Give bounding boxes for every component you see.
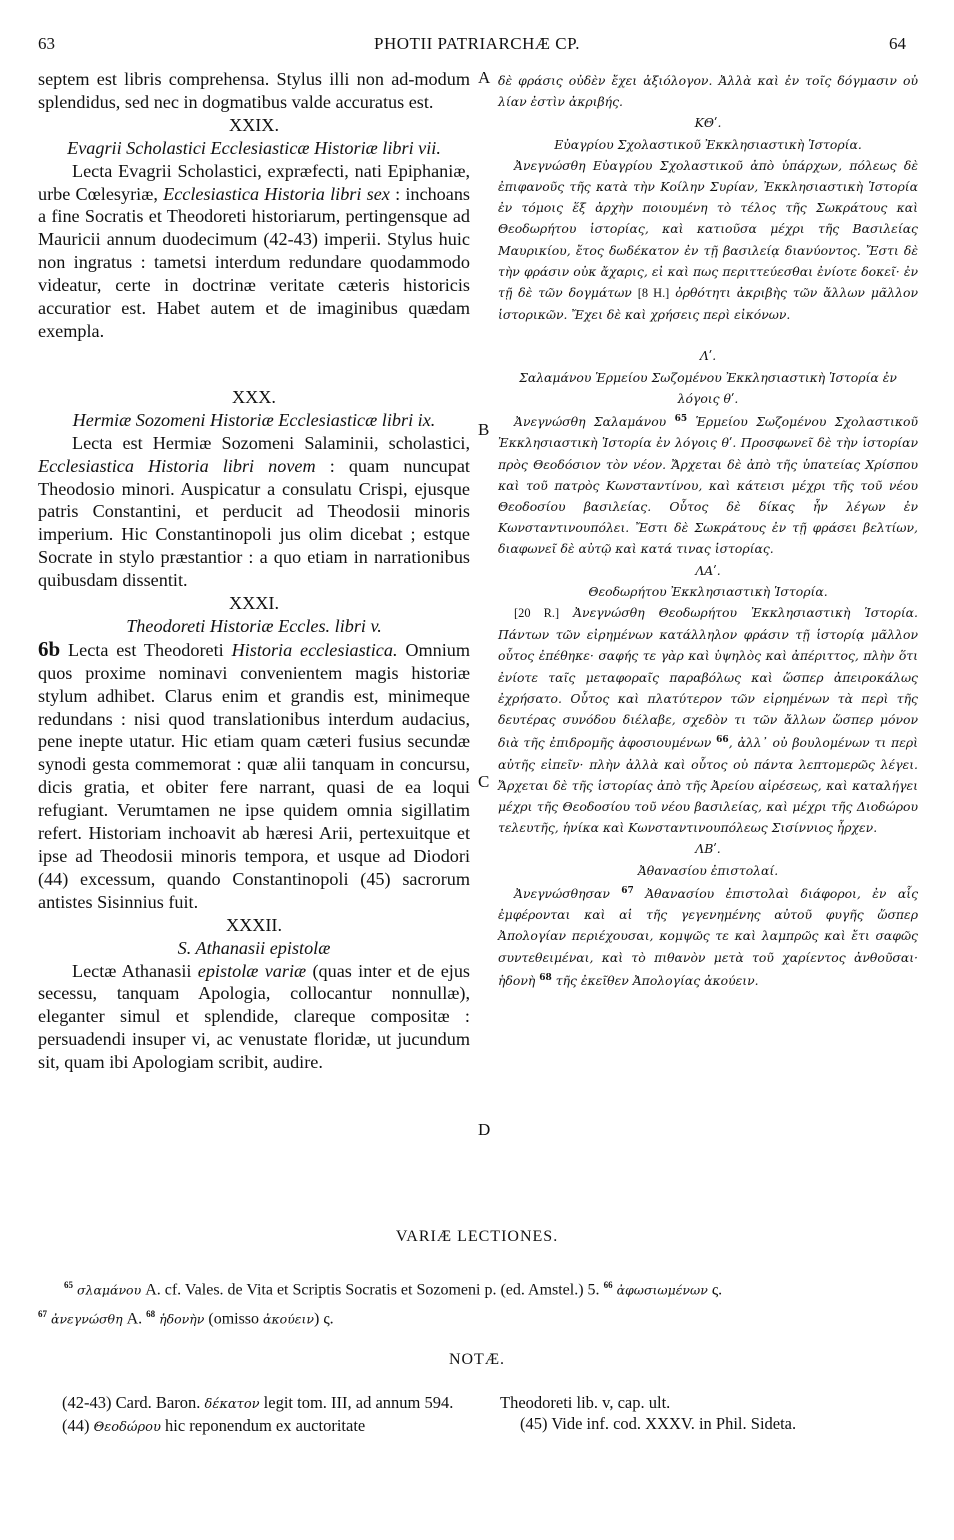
variant-text: A. bbox=[122, 1310, 147, 1328]
latin-intro: septem est libris comprehensa. Stylus illi non ad-modum splendidus, sed nec in dogmatibus valde accuratus est. bbox=[38, 69, 470, 112]
latin-s29-num: XXIX. bbox=[228, 114, 279, 135]
greek-s29-title: Εὐαγρίου Σχολαστικοῦ Ἐκκλησιαστικὴ Ἱστορία. bbox=[554, 136, 862, 152]
greek-s30-text-b: Ἑρμείου Σωζομένου Σχολαστικοῦ Ἐκκλησιαστικὴ Ἱστορία ἐν λόγοις θʹ. Προσφωνεῖ δὲ τὴν ἱστορίαν πρὸς Θεοδόσιον τὸν νέον. Ἄρχεται δὲ ἀπὸ τῆς ὑπατείας Χρίσπου καὶ τοῦ πατρὸς Κωνσταντίνου, καὶ κάτεισι μέχρι τῆς τοῦ νέου Θεοδοσίου βασιλείας. Οὗτος δὲ δίκας ἦν λέγων ἐν Κωνσταντινουπόλει. Ἔστι δὲ Σωκράτους ἐν τῇ φράσει βελτίων, διαφωνεῖ δὲ αὐτῷ καὶ κατά τινας ἱστορίας. bbox=[498, 414, 918, 557]
variant-greek: ἀκούειν bbox=[263, 1311, 315, 1327]
note-greek: Θεοδώρου bbox=[93, 1420, 161, 1435]
latin-s32-title: S. Athanasii epistolæ bbox=[177, 937, 331, 958]
page-number-left: 63 bbox=[38, 34, 55, 53]
footnote-ref-65: 65 bbox=[674, 414, 688, 425]
variant-greek: ἀνεγνώσθη bbox=[51, 1311, 123, 1327]
latin-s31-title: Theodoreti Historiæ Eccles. libri v. bbox=[126, 615, 382, 636]
notae-title: NOTÆ. bbox=[448, 1351, 506, 1368]
margin-letter-a: A bbox=[478, 68, 491, 87]
note-44 bbox=[38, 1415, 468, 1438]
spacer bbox=[498, 325, 918, 345]
variant-ref: 65 bbox=[64, 1280, 73, 1290]
latin-s31-num: XXXI. bbox=[228, 593, 279, 614]
greek-s31-ref: [20 R.] bbox=[514, 606, 560, 620]
greek-s29-text-a: Ἀνεγνώσθη Εὐαγρίου Σχολαστικοῦ ἀπὸ ὑπάρχων, πόλεως δὲ ἐπιφανοῦς τῆς κατὰ τὴν Κοίλην Συρίαν, Ἐκκλησιαστικὴ Ἱστορία ἐν τόμοις ἕξ ἀρχὴν ποιουμένη τὸ τέλος τῆς Σωκράτους καὶ Θεοδωρήτου ἱστορίας, καὶ κατιοῦσα μέχρι τῆς Βασιλείας Μαυρικίου, ἔτος δωδέκατον ἐν τῇ βασιλείᾳ διανύοντος. Ἔστι δὲ τὴν φράσιν οὐκ ἄχαρις, εἰ καὶ πως περιττεύεσθαι ἐνίοτε δοκεῖ· ἐν τῇ δὲ τῶν δογμάτων bbox=[498, 157, 918, 301]
latin-s31-text-b: Omnium quos proxime nominavi convenientem magis historiæ stylum adhibet. Clarus enim et grandis est, minimeque redundans : nisi quod translationibus interdum audacius, pene inepte utatur. Hic etiam quam cæteri fusius secundæ synodi gesta commemorat : quæ alii tanquam in concursu, dicis gratia, et obiter fere narrant, quasi de ea loqui refugiant. Verumtamen ne ipse quidem omnia sigillatim refert. Historiam inchoavit ab hæresi Arii, pertexuitque et ipse ad Theodosii minoris tempora, et usque ad Diodori (44) excessum, quando Constantinopoli (45) sacrorum antistes Sisinnius fuit. bbox=[38, 639, 470, 912]
footnote-ref-68: 68 bbox=[539, 972, 552, 983]
latin-s32-body bbox=[38, 960, 470, 1075]
latin-column bbox=[38, 68, 470, 1074]
variae-title: VARIÆ LECTIONES. bbox=[395, 1228, 559, 1245]
margin-letter-c: C bbox=[478, 772, 490, 791]
greek-s32-text-b: Ἀθανασίου ἐπιστολαὶ διάφοροι, ἐν αἷς ἐμφέρονται καὶ αἱ τῆς γεγενημένης αὐτοῦ φυγῆς ὥσπερ Ἀπολογίαν περιέχουσαι, κομψῶς τε καὶ λαμπρῶς καὶ ἔτι σαφῶς συντεθειμέναι, καὶ τὸ πιθανὸν μετὰ τοῦ χαρίεντος ἀνθοῦσαι· ἡδονὴ bbox=[498, 885, 919, 988]
greek-s32-num: ΛΒʹ. bbox=[695, 841, 721, 857]
latin-s32-text-a: Lectæ Athanasii bbox=[72, 960, 198, 981]
note-text: (44) bbox=[62, 1416, 94, 1435]
latin-s32-num: XXXII. bbox=[225, 914, 283, 935]
latin-s31-body bbox=[38, 638, 470, 914]
variae-line-2 bbox=[38, 1302, 918, 1331]
latin-s30-num: XXX. bbox=[232, 386, 276, 407]
greek-s32-title: Ἀθανασίου ἐπιστολαί. bbox=[637, 862, 779, 878]
greek-s31-num: ΛΑʹ. bbox=[695, 562, 721, 578]
note-text: hic reponendum ex auctoritate bbox=[160, 1416, 366, 1435]
page-number-right: 64 bbox=[889, 34, 906, 53]
latin-s29-text-a: Lecta Evagrii Scholastici, expræfecti, nati Epiphaniæ, urbe Cœlesyriæ, bbox=[38, 160, 470, 204]
variant-ref: 66 bbox=[603, 1280, 613, 1290]
latin-s30-text-it: Ecclesiastica Historia libri novem bbox=[38, 455, 316, 476]
greek-s29-num: ΚΘʹ. bbox=[694, 115, 722, 131]
variant-text: ) ς. bbox=[314, 1310, 334, 1328]
page-header bbox=[0, 34, 954, 58]
greek-s30-title: Σαλαμάνου Ἑρμείου Σωζομένου Ἐκκλησιαστικὴ Ἱστορία ἐν λόγοις θʹ. bbox=[519, 369, 897, 406]
greek-s29-body bbox=[498, 155, 918, 326]
greek-s32-text-a: Ἀνεγνώσθησαν bbox=[514, 885, 622, 901]
latin-s30-title: Hermiæ Sozomeni Historiæ Ecclesiasticæ libri ix. bbox=[72, 409, 436, 430]
latin-s29-body bbox=[38, 160, 470, 343]
greek-s31-title: Θεοδωρήτου Ἐκκλησιαστικὴ Ἱστορία. bbox=[588, 583, 828, 599]
note-text: (42-43) Card. Baron. bbox=[62, 1393, 205, 1412]
note-44-continued: Theodoreti lib. v, cap. ult. bbox=[500, 1393, 671, 1412]
greek-s30-body bbox=[498, 409, 918, 560]
greek-s29-text-b: ὀρθότητι ἀκριβὴς τῶν ἄλλων μᾶλλον ἱστορικῶν. Ἔχει δὲ καὶ χρήσεις περὶ εἰκόνων. bbox=[498, 285, 918, 323]
greek-intro: δὲ φράσις οὐδὲν ἔχει ἀξιόλογον. Ἀλλὰ καὶ ἐν τοῖς δόγμασιν οὐ λίαν ἐστὶν ἀκριβής. bbox=[498, 73, 918, 110]
variant-greek: ἀφωσιωμένων bbox=[616, 1282, 708, 1298]
latin-s31-text-it: Historia ecclesiastica. bbox=[231, 639, 398, 660]
greek-s32-text-c: τῆς ἐκεῖθεν Ἀπολογίας ἀκούειν. bbox=[551, 972, 759, 988]
latin-s30-text-a: Lecta est Hermiæ Sozomeni Salaminii, scholastici, bbox=[72, 432, 470, 453]
footnote-ref-67: 67 bbox=[621, 885, 634, 896]
greek-s30-text-a: Ἀνεγνώσθη Σαλαμάνου bbox=[514, 414, 675, 430]
note-text: legit tom. III, ad annum 594. bbox=[259, 1393, 454, 1412]
latin-s30-text-b: : quam nuncupat Theodosio minori. Auspicatur a consulatu Crispi, ejusque patris Constantini, et perducit ad Theodosii minoris imperium. Hic Constantinopoli jus olim dicebat ; estque Socrate in stylo præstantior : a quo etiam in narrationibus quibusdam dissentit. bbox=[38, 455, 470, 591]
variae-line-1 bbox=[38, 1273, 918, 1302]
folio-marker: 6b bbox=[38, 636, 61, 661]
greek-column bbox=[498, 70, 918, 991]
note-42-43 bbox=[38, 1392, 468, 1415]
variant-greek: σλαμάνου bbox=[77, 1282, 142, 1298]
variant-ref: 67 bbox=[38, 1309, 47, 1320]
notae-right-column bbox=[500, 1392, 918, 1434]
variant-ref: 68 bbox=[146, 1309, 156, 1320]
notae-left-column bbox=[38, 1392, 468, 1438]
spacer bbox=[38, 343, 470, 386]
latin-s31-text-a: Lecta est Theodoreti bbox=[60, 639, 232, 660]
greek-s32-body bbox=[498, 881, 918, 991]
margin-letter-b: B bbox=[478, 420, 490, 439]
latin-s32-text-it: epistolæ variæ bbox=[197, 960, 307, 981]
variant-text: (omisso bbox=[204, 1310, 264, 1328]
variant-greek: ἡδονὴν bbox=[159, 1311, 205, 1327]
margin-letter-d: D bbox=[478, 1120, 491, 1139]
greek-s30-num: Λʹ. bbox=[699, 348, 717, 364]
latin-s30-body bbox=[38, 432, 470, 592]
latin-s32-text-b: (quas inter et de ejus secessu, tanquam Apologia, collocantur nonnullæ), eleganter simul et splendide, clareque compositæ : persuadendi insuper vi, ac venustate floridæ, ut jucundum sit, quam ibi Apologiam scribit, audire. bbox=[38, 960, 471, 1073]
footnote-ref-66: 66 bbox=[716, 735, 729, 746]
greek-s31-text-a: Ἀνεγνώσθη Θεοδωρήτου Ἐκκλησιαστικὴ Ἱστορία. Πάντων τῶν εἰρημένων κατάλληλον φράσιν τῇ ἱστορίᾳ μᾶλλον οὗτος ἐπέθηκε· σαφής τε γὰρ καὶ ὑψηλὸς καὶ ἀπέριττος, πλὴν ὅτι ἐνίοτε ταῖς μεταφοραῖς παραβόλως καὶ ὥσπερ ἀπειροκάλως ἐχρήσατο. Οὗτος καὶ πλατύτερον τῶν εἰρημένων τὰ περὶ τῆς δευτέρας συνόδου διέλαβε, σχεδὸν τι τῶν ἄλλων ὥσπερ μόνον διὰ τῆς ἐπιδρομῆς ἀφοσιουμένων bbox=[498, 605, 918, 751]
greek-s29-ref: [8 H.] bbox=[637, 286, 670, 301]
latin-s29-title: Evagrii Scholastici Ecclesiasticæ Historiæ libri vii. bbox=[67, 137, 441, 158]
latin-s29-text-b: : inchoans a fine Socratis et Theodoreti historiarum, pertingensque ad Mauricii annum duodecimum (42-43) imperii. Stylus huic non ingratus : tametsi interdum redundare quodammodo videatur, certe in doctrinæ veritate cæteris historicis accuratior est. Habet autem et de imaginibus quædam exempla. bbox=[38, 183, 470, 341]
note-greek: δέκατον bbox=[204, 1397, 260, 1412]
note-45: (45) Vide inf. cod. XXXV. in Phil. Sideta. bbox=[520, 1414, 797, 1433]
greek-s31-text-b: , ἀλλ᾽ οὐ βουλομένων τι περὶ αὐτῆς εἰπεῖν· πλὴν ἀλλὰ καὶ οὗτος οὐ πάντα λεπτομερῶς λέγει. Ἄρχεται δὲ τῆς ἱστορίας ἀπὸ τῆς Ἀρείου αἱρέσεως, καὶ καταλήγει μέχρι τῆς Θεοδοσίου τοῦ νέου βασιλείας, καὶ μέχρι τῆς Διοδώρου τελευτῆς, ἡνίκα καὶ Κωνσταντινουπόλεως Σισίννιος ἦρχεν. bbox=[498, 735, 918, 836]
variant-text: ς. bbox=[707, 1281, 723, 1299]
greek-s31-body bbox=[498, 602, 918, 838]
variant-text: A. cf. Vales. de Vita et Scriptis Socratis et Sozomeni p. (ed. Amstel.) 5. bbox=[141, 1281, 604, 1299]
variae-lectiones bbox=[38, 1273, 918, 1332]
latin-s29-text-it: Ecclesiastica Historia libri sex bbox=[163, 183, 390, 204]
running-head: PHOTII PATRIARCHÆ CP. bbox=[374, 34, 580, 53]
